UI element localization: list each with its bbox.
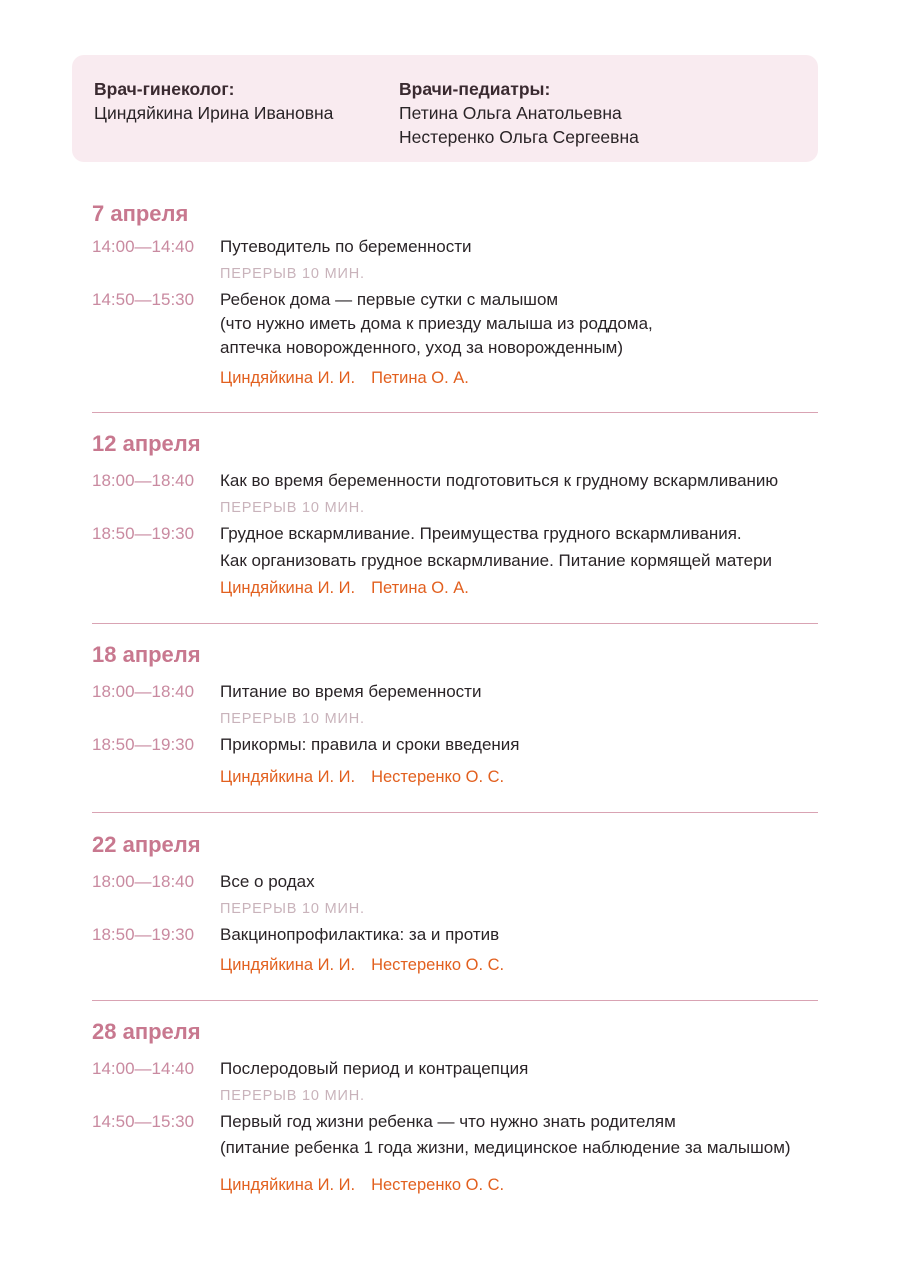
gynecologist-name: Циндяйкина Ирина Ивановна: [94, 103, 334, 123]
session-title: Грудное вскармливание. Преимущества грудного вскармливания.: [220, 524, 742, 543]
session-title: Вакцинопрофилактика: за и против: [220, 925, 500, 944]
speaker-name: Петина О. А.: [371, 369, 469, 387]
schedule-day: [92, 829, 818, 989]
pediatricians-role: Врачи-педиатры:: [399, 79, 551, 99]
session-time: 18:50—19:30: [92, 524, 195, 543]
speakers-line: [220, 1173, 504, 1197]
speakers-line: [220, 765, 504, 789]
session-title: Первый год жизни ребенка — что нужно знать родителям: [220, 1112, 676, 1131]
session-time: 18:00—18:40: [92, 682, 195, 701]
session-detail: (что нужно иметь дома к приезду малыша из роддома,: [220, 314, 653, 333]
doctors-info-box: [72, 55, 818, 162]
speakers-line: [220, 576, 469, 600]
speaker-name: Циндяйкина И. И.: [220, 369, 356, 387]
day-date: 22 апреля: [92, 832, 201, 857]
speakers-line: [220, 366, 469, 390]
session-title: Все о родах: [220, 872, 315, 891]
speaker-name: Нестеренко О. С.: [371, 1176, 505, 1194]
session-title: Прикормы: правила и сроки введения: [220, 735, 520, 754]
day-date: 12 апреля: [92, 431, 201, 456]
session-time: 18:00—18:40: [92, 471, 195, 490]
day-date: 7 апреля: [92, 201, 189, 226]
speaker-name: Циндяйкина И. И.: [220, 956, 356, 974]
session-time: 18:50—19:30: [92, 735, 195, 754]
session-time: 18:00—18:40: [92, 872, 195, 891]
pediatrician-name: Нестеренко Ольга Сергеевна: [399, 127, 639, 147]
day-date: 18 апреля: [92, 642, 201, 667]
session-time: 14:00—14:40: [92, 1059, 195, 1078]
session-title: Как во время беременности подготовиться к грудному вскармливанию: [220, 471, 779, 490]
break-label: ПЕРЕРЫВ 10 МИН.: [220, 901, 365, 917]
speaker-name: Нестеренко О. С.: [371, 956, 505, 974]
session-detail: аптечка новорожденного, уход за новорожденным): [220, 338, 624, 357]
speaker-name: Нестеренко О. С.: [371, 768, 505, 786]
speaker-name: Циндяйкина И. И.: [220, 579, 356, 597]
session-title: Путеводитель по беременности: [220, 237, 472, 256]
schedule-day: [92, 198, 818, 398]
session-time: 14:50—15:30: [92, 290, 195, 309]
speaker-name: Циндяйкина И. И.: [220, 1176, 356, 1194]
session-time: 18:50—19:30: [92, 925, 195, 944]
schedule-day: [92, 428, 818, 608]
session-title: Ребенок дома — первые сутки с малышом: [220, 290, 559, 309]
gynecologist-block: [94, 77, 333, 125]
schedule-day: [92, 639, 818, 799]
break-label: ПЕРЕРЫВ 10 МИН.: [220, 711, 365, 727]
day-date: 28 апреля: [92, 1019, 201, 1044]
pediatrician-name: Петина Ольга Анатольевна: [399, 103, 622, 123]
session-title: Послеродовый период и контрацепция: [220, 1059, 529, 1078]
schedule-day: [92, 1016, 818, 1206]
speaker-name: Петина О. А.: [371, 579, 469, 597]
session-detail: (питание ребенка 1 года жизни, медицинское наблюдение за малышом): [220, 1138, 791, 1157]
session-time: 14:50—15:30: [92, 1112, 195, 1131]
section-divider: [92, 1000, 818, 1001]
break-label: ПЕРЕРЫВ 10 МИН.: [220, 1088, 365, 1104]
session-time: 14:00—14:40: [92, 237, 195, 256]
speakers-line: [220, 953, 504, 977]
section-divider: [92, 623, 818, 624]
gynecologist-role: Врач-гинеколог:: [94, 79, 235, 99]
speaker-name: Циндяйкина И. И.: [220, 768, 356, 786]
break-label: ПЕРЕРЫВ 10 МИН.: [220, 500, 365, 516]
break-label: ПЕРЕРЫВ 10 МИН.: [220, 266, 365, 282]
pediatricians-block: [399, 77, 639, 149]
section-divider: [92, 412, 818, 413]
session-title: Питание во время беременности: [220, 682, 482, 701]
section-divider: [92, 812, 818, 813]
session-detail: Как организовать грудное вскармливание. Питание кормящей матери: [220, 551, 773, 570]
